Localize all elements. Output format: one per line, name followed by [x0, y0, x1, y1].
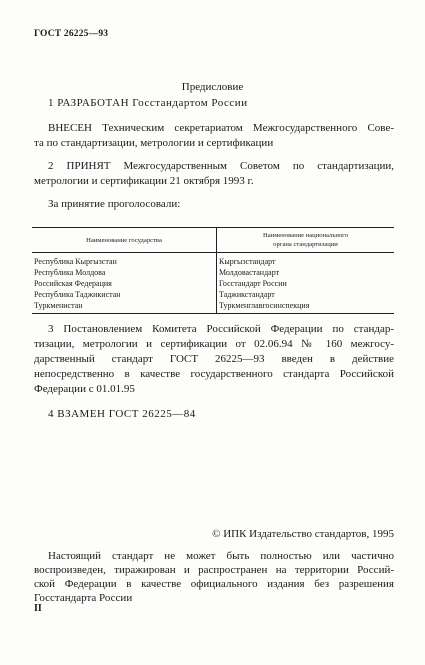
body-cell: Таджикстандарт [219, 290, 275, 299]
page-number: II [34, 603, 42, 614]
table-row [32, 300, 394, 314]
adopted-line-2: метрологии и сертификации 21 октября 1993 г. [34, 175, 254, 187]
decree-line-4: непосредственно в качестве государственного стандарта Российской [34, 368, 394, 380]
state-cell: Республика Молдова [32, 267, 217, 278]
decree-line-1: 3 Постановлением Комитета Российской Федерации по стандар- [48, 323, 394, 335]
table-row [32, 253, 394, 268]
adopted-line-1: 2 ПРИНЯТ Межгосударственным Советом по стандартизации, [48, 160, 394, 172]
body-cell: Госстандарт России [219, 279, 287, 288]
table-row [32, 278, 394, 289]
state-cell: Республика Таджикистан [32, 289, 217, 300]
notice-line-3: ской Федерации в качестве официального издания без разрешения [34, 578, 394, 590]
body-cell: Туркменглавгосинспекция [217, 300, 395, 314]
state-cell: Туркменистан [32, 300, 217, 314]
introduced-line-1: ВНЕСЕН Техническим секретариатом Межгосударственного Сове- [48, 122, 394, 134]
section-3-decree [34, 322, 394, 397]
decree-line-5: Федерации с 01.01.95 [34, 383, 135, 395]
document-header: ГОСТ 26225—93 [34, 29, 109, 39]
states-table [32, 227, 394, 314]
reproduction-notice [34, 549, 394, 605]
state-cell: Республика Кыргызстан [32, 253, 217, 268]
introduced-line-2: та по стандартизации, метрологии и сертификации [34, 137, 274, 149]
state-cell: Российская Федерация [32, 278, 217, 289]
body-cell: Молдовастандарт [219, 268, 280, 277]
notice-line-2: воспроизведен, тиражирован и распространен на территории Россий- [34, 564, 394, 576]
notice-line-1: Настоящий стандарт не может быть полностью или частично [48, 550, 394, 562]
copyright: © ИПК Издательство стандартов, 1995 [212, 528, 394, 540]
decree-line-2: тизации, метрологии и сертификации от 02.06.94 № 160 межгосу- [34, 338, 394, 350]
decree-line-3: дарственный стандарт ГОСТ 26225—93 введен в действие [34, 353, 394, 365]
column-header-state: Наименование государства [32, 228, 217, 253]
table-row [32, 289, 394, 300]
section-1-developed: 1 РАЗРАБОТАН Госстандартом России [48, 97, 248, 109]
column-header-body-line-1: Наименование национального [262, 232, 348, 239]
column-header-body-line-2: органа стандартизации [273, 241, 338, 248]
table-row [32, 267, 394, 278]
page-title: Предисловие [181, 81, 244, 93]
column-header-body [217, 228, 395, 253]
table-header-row [32, 228, 394, 253]
body-cell: Кыргызстандарт [219, 257, 276, 266]
section-4-replaces: 4 ВЗАМЕН ГОСТ 26225—84 [48, 408, 196, 420]
section-2-adopted [34, 159, 394, 189]
voted-label: За принятие проголосовали: [48, 198, 181, 210]
notice-line-4: Госстандарта России [34, 592, 133, 604]
section-introduced [34, 121, 394, 151]
